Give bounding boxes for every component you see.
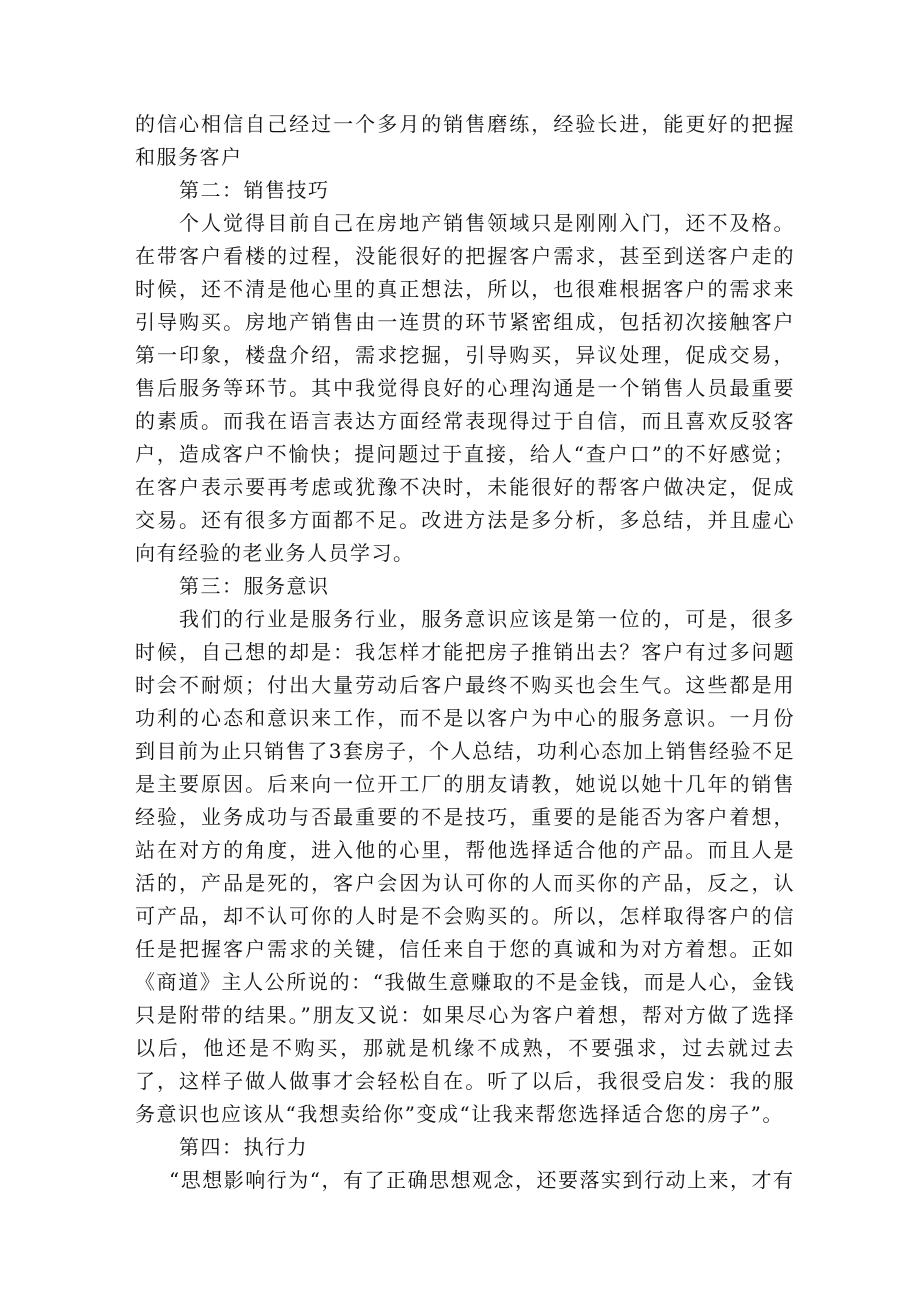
document-body	[135, 108, 795, 1197]
section-heading-sales-skills: 第二：销售技巧	[179, 178, 330, 202]
section-heading-service-awareness: 第三：服务意识	[179, 574, 330, 598]
paragraph-execution: “思想影响行为“，有了正确思想观念，还要落实到行动上来，才有	[169, 1168, 795, 1192]
section-heading-execution: 第四：执行力	[179, 1135, 308, 1159]
paragraph-sales-skills: 个人觉得目前自己在房地产销售领域只是刚刚入门，还不及格。在带客户看楼的过程，没能很好的把握客户需求，甚至到送客户走的时候，还不清是他心里的真正想法，所以，也很难根据客户的需求来引导购买。房地产销售由一连贯的环节紧密组成，包括初次接触客户第一印象，楼盘介绍，需求挖掘，引导购买，异议处理，促成交易，售后服务等环节。其中我觉得良好的心理沟通是一个销售人员最重要的素质。而我在语言表达方面经常表现得过于自信，而且喜欢反驳客户，造成客户不愉快；提问题过于直接，给人“查户口”的不好感觉；在客户表示要再考虑或犹豫不决时，未能很好的帮客户做决定，促成交易。还有很多方面都不足。改进方法是多分析，多总结，并且虚心向有经验的老业务人员学习。	[135, 211, 795, 565]
paragraph-continuation: 的信心相信自己经过一个多月的销售磨练，经验长进，能更好的把握和服务客户	[135, 112, 795, 169]
paragraph-service-awareness: 我们的行业是服务行业，服务意识应该是第一位的，可是，很多时候，自己想的却是：我怎样才能把房子推销出去？客户有过多问题时会不耐烦；付出大量劳动后客户最终不购买也会生气。这些都是用功利的心态和意识来工作，而不是以客户为中心的服务意识。一月份到目前为止只销售了3套房子，个人总结，功利心态加上销售经验不足是主要原因。后来向一位开工厂的朋友请教，她说以她十几年的销售经验，业务成功与否最重要的不是技巧，重要的是能否为客户着想，站在对方的角度，进入他的心里，帮他选择适合他的产品。而且人是活的，产品是死的，客户会因为认可你的人而买你的产品，反之，认可产品，却不认可你的人时是不会购买的。所以，怎样取得客户的信任是把握客户需求的关键，信任来自于您的真诚和为对方着想。正如《商道》主人公所说的：“我做生意赚取的不是金钱，而是人心，金钱只是附带的结果。”朋友又说：如果尽心为客户着想，帮对方做了选择以后，他还是不购买，那就是机缘不成熟，不要强求，过去就过去了，这样子做人做事才会轻松自在。听了以后，我很受启发：我的服务意识也应该从“我想卖给你”变成“让我来帮您选择适合您的房子”。	[135, 607, 795, 1126]
